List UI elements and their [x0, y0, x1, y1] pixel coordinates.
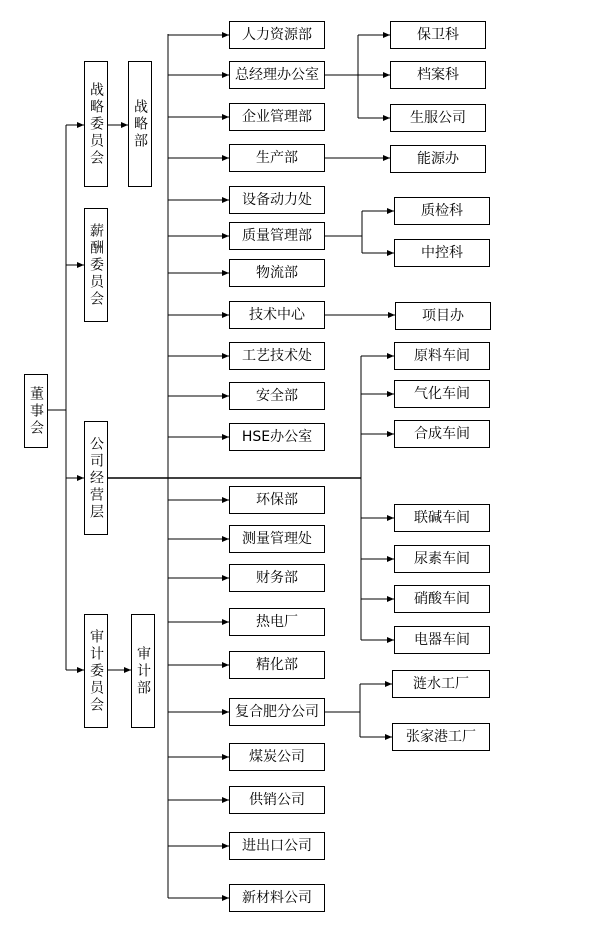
dept-label: 复合肥分公司 — [235, 704, 319, 720]
sub-unit-label: 涟水工厂 — [413, 676, 469, 692]
dept-box — [229, 259, 325, 287]
audit-committee-box — [84, 614, 108, 728]
workshop-box — [394, 585, 490, 613]
dept-box — [229, 651, 325, 679]
dept-box — [229, 342, 325, 370]
sub-unit-label: 保卫科 — [417, 27, 459, 43]
dept-label: 测量管理处 — [242, 531, 312, 547]
dept-box — [229, 525, 325, 553]
workshop-label: 尿素车间 — [414, 551, 470, 567]
dept-label: 财务部 — [256, 570, 298, 586]
dept-label: HSE办公室 — [241, 429, 313, 445]
salary-committee-box — [84, 208, 108, 322]
dept-box — [229, 103, 325, 131]
workshop-box — [394, 626, 490, 654]
sub-unit-box — [394, 197, 490, 225]
salary-committee-label: 薪酬委员会 — [88, 222, 104, 308]
strategy-committee-box — [84, 61, 108, 187]
sub-unit-label: 中控科 — [421, 245, 463, 261]
workshop-box — [394, 420, 490, 448]
sub-unit-box — [390, 104, 486, 132]
workshop-box — [394, 545, 490, 573]
dept-box — [229, 698, 325, 726]
workshop-label: 原料车间 — [414, 348, 470, 364]
dept-label: 精化部 — [256, 657, 298, 673]
dept-label: 质量管理部 — [242, 228, 312, 244]
workshop-box — [394, 342, 490, 370]
dept-label: 人力资源部 — [242, 27, 312, 43]
audit-committee-label: 审计委员会 — [88, 628, 104, 714]
dept-label: 物流部 — [256, 265, 298, 281]
sub-unit-label: 质检科 — [421, 203, 463, 219]
dept-box — [229, 423, 325, 451]
sub-unit-box — [390, 145, 486, 173]
dept-box — [229, 21, 325, 49]
dept-label: 煤炭公司 — [249, 749, 305, 765]
sub-unit-label: 档案科 — [417, 67, 459, 83]
dept-box — [229, 301, 325, 329]
dept-box — [229, 608, 325, 636]
workshop-box — [394, 380, 490, 408]
dept-label: 企业管理部 — [242, 109, 312, 125]
board-label: 董事会 — [28, 385, 44, 437]
dept-label: 热电厂 — [256, 614, 298, 630]
workshop-label: 联碱车间 — [414, 510, 470, 526]
workshop-label: 合成车间 — [414, 426, 470, 442]
dept-label: 环保部 — [256, 492, 298, 508]
sub-unit-box — [392, 670, 490, 698]
dept-box — [229, 382, 325, 410]
audit-dept-box — [131, 614, 155, 728]
strategy-committee-label: 战略委员会 — [88, 81, 104, 167]
dept-box — [229, 486, 325, 514]
sub-unit-label: 能源办 — [417, 151, 459, 167]
strategy-dept-box — [128, 61, 152, 187]
dept-box — [229, 832, 325, 860]
sub-unit-box — [394, 239, 490, 267]
dept-label: 工艺技术处 — [242, 348, 312, 364]
dept-box — [229, 61, 325, 89]
sub-unit-box — [395, 302, 491, 330]
dept-box — [229, 786, 325, 814]
sub-unit-box — [392, 723, 490, 751]
dept-box — [229, 222, 325, 250]
dept-label: 新材料公司 — [242, 890, 312, 906]
sub-unit-box — [390, 21, 486, 49]
operations-label: 公司经营层 — [88, 435, 104, 521]
strategy-dept-label: 战略部 — [132, 98, 148, 150]
dept-label: 总经理办公室 — [235, 67, 319, 83]
dept-label: 安全部 — [256, 388, 298, 404]
sub-unit-label: 生服公司 — [410, 110, 466, 126]
dept-label: 供销公司 — [249, 792, 305, 808]
dept-label: 生产部 — [256, 150, 298, 166]
dept-box — [229, 743, 325, 771]
sub-unit-label: 张家港工厂 — [406, 729, 476, 745]
workshop-label: 硝酸车间 — [414, 591, 470, 607]
dept-box — [229, 144, 325, 172]
dept-box — [229, 186, 325, 214]
board-box — [24, 374, 48, 448]
dept-label: 设备动力处 — [242, 192, 312, 208]
workshop-label: 电器车间 — [414, 632, 470, 648]
dept-label: 进出口公司 — [242, 838, 312, 854]
workshop-label: 气化车间 — [414, 386, 470, 402]
audit-dept-label: 审计部 — [135, 645, 151, 697]
dept-box — [229, 564, 325, 592]
sub-unit-box — [390, 61, 486, 89]
workshop-box — [394, 504, 490, 532]
operations-box — [84, 421, 108, 535]
dept-label: 技术中心 — [249, 307, 305, 323]
dept-box — [229, 884, 325, 912]
sub-unit-label: 项目办 — [422, 308, 464, 324]
